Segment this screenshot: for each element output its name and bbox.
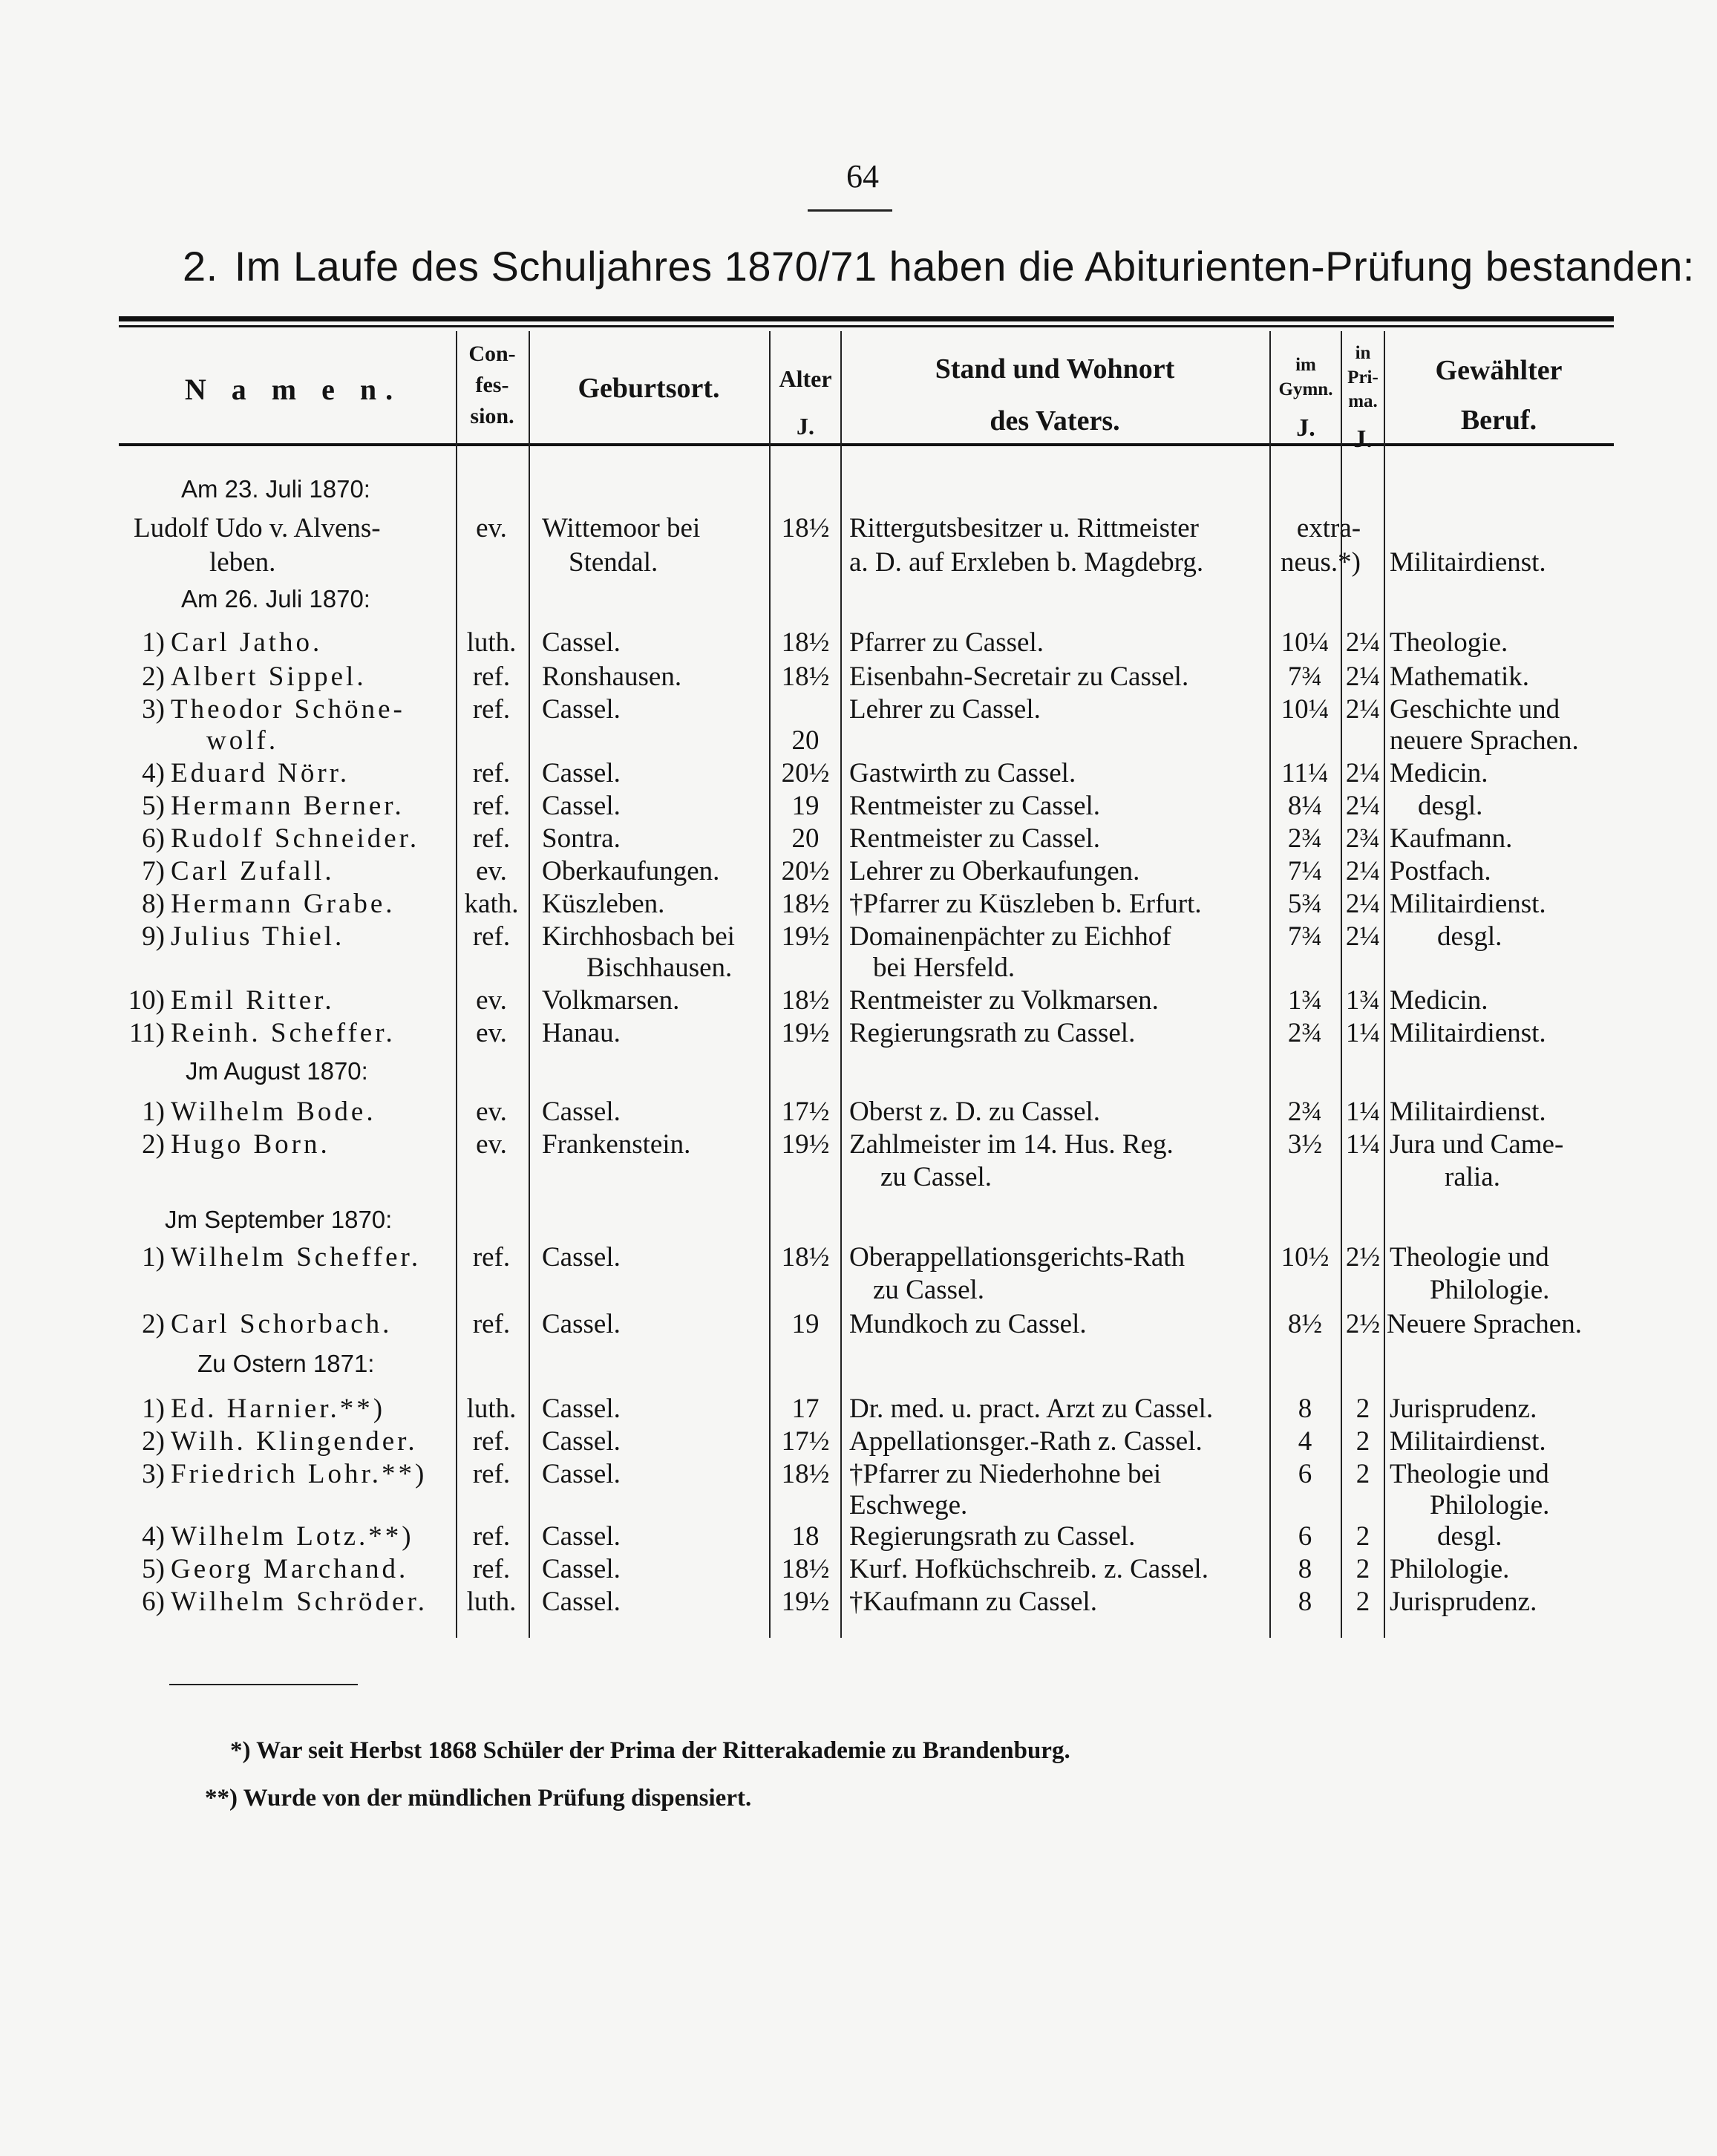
father-cell: Regierungsrath zu Cassel. (849, 1018, 1136, 1048)
confession-cell: ref. (472, 791, 511, 821)
father-cell: bei Hersfeld. (873, 953, 1016, 983)
row-number: 1) (142, 1242, 165, 1273)
profession-cell: Medicin. (1390, 985, 1488, 1016)
father-cell: Oberst z. D. zu Cassel. (849, 1097, 1101, 1127)
confession-cell: ref. (472, 1309, 511, 1339)
gym-cell: 10¼ (1281, 694, 1330, 725)
page-number: 64 (846, 158, 879, 195)
profession-cell: Philologie. (1430, 1275, 1550, 1305)
age-cell: 19½ (781, 921, 830, 952)
profession-cell: Theologie und (1390, 1242, 1549, 1273)
section-heading (183, 242, 1695, 290)
name-cell: wolf. (206, 725, 279, 756)
column-divider (529, 331, 530, 1638)
prima-cell: 2 (1355, 1587, 1370, 1617)
header-age-line: Alter (779, 365, 832, 392)
row-number: 9) (142, 921, 165, 952)
gym-cell: 8 (1298, 1394, 1312, 1424)
gym-cell: 7¼ (1287, 856, 1323, 886)
header-gym-line: J. (1296, 414, 1315, 442)
age-cell: 20½ (781, 758, 830, 788)
age-cell: 17 (791, 1394, 820, 1424)
column-divider (1384, 331, 1385, 1638)
gym-cell: 10½ (1281, 1242, 1330, 1273)
profession-cell: Theologie. (1390, 627, 1508, 658)
father-cell: †Kaufmann zu Cassel. (849, 1587, 1097, 1617)
profession-cell: Jura und Came- (1390, 1129, 1564, 1160)
gym-cell: 1¾ (1287, 985, 1323, 1016)
confession-cell: luth. (466, 1587, 517, 1617)
father-cell: Eisenbahn-Secretair zu Cassel. (849, 662, 1189, 692)
page-number-underline (808, 209, 892, 212)
name-cell: Ed. Harnier.**) (171, 1394, 386, 1424)
birthplace-cell: Cassel. (542, 1587, 621, 1617)
birthplace-cell: Cassel. (542, 1309, 621, 1339)
father-cell: Lehrer zu Cassel. (849, 694, 1041, 725)
gym-cell: 2¾ (1287, 1097, 1323, 1127)
father-cell: Pfarrer zu Cassel. (849, 627, 1044, 658)
birthplace-cell: Cassel. (542, 758, 621, 788)
footnote-1: *) War seit Herbst 1868 Schüler der Prima der Ritterakademie zu Brandenburg. (230, 1737, 1070, 1764)
father-cell: Oberappellationsgerichts-Rath (849, 1242, 1185, 1273)
father-cell: Rentmeister zu Volkmarsen. (849, 985, 1159, 1016)
header-prima-line: ma. (1348, 391, 1378, 411)
birthplace-cell: Wittemoor bei (542, 513, 701, 543)
birthplace-cell: Cassel. (542, 1242, 621, 1273)
group-date-label: Jm August 1870: (186, 1057, 368, 1085)
profession-cell: Militairdienst. (1390, 1426, 1546, 1457)
name-cell: Friedrich Lohr.**) (171, 1459, 428, 1489)
profession-cell: desgl. (1418, 791, 1483, 821)
age-cell: 19½ (781, 1018, 830, 1048)
header-confession (457, 339, 527, 432)
name-cell: leben. (209, 547, 276, 578)
header-prima-line: J. (1353, 425, 1373, 453)
birthplace-cell: Sontra. (542, 823, 621, 854)
row-number: 6) (142, 823, 165, 854)
prima-cell: 2¼ (1345, 889, 1381, 919)
prima-cell: 2 (1355, 1459, 1370, 1489)
age-cell: 19 (791, 791, 820, 821)
row-number: 11) (129, 1018, 165, 1048)
age-cell: 18½ (781, 1242, 830, 1273)
age-cell: 19 (791, 1309, 820, 1339)
profession-cell: Philologie. (1430, 1490, 1550, 1520)
birthplace-cell: Stendal. (569, 547, 658, 578)
header-prima-line: Pri- (1347, 367, 1378, 388)
row-number: 5) (142, 1554, 165, 1584)
confession-cell: ref. (472, 1459, 511, 1489)
group-date-label: Am 26. Juli 1870: (181, 585, 370, 612)
row-number: 1) (142, 1394, 165, 1424)
header-prima-line: in (1355, 343, 1371, 363)
header-profession-line: Beruf. (1460, 404, 1537, 436)
birthplace-cell: Cassel. (542, 627, 621, 658)
prima-cell: 1¼ (1345, 1097, 1381, 1127)
row-number: 7) (142, 856, 165, 886)
confession-cell: ref. (472, 1554, 511, 1584)
confession-cell: ref. (472, 758, 511, 788)
column-divider (840, 331, 842, 1638)
row-number: 8) (142, 889, 165, 919)
confession-cell: ev. (476, 513, 507, 543)
prima-cell: 1¼ (1345, 1129, 1381, 1160)
name-cell: Hermann Berner. (171, 791, 405, 821)
age-cell: 20½ (781, 856, 830, 886)
footnote-2: **) Wurde von der mündlichen Prüfung dispensiert. (205, 1785, 752, 1812)
section-heading-text: Im Laufe des Schuljahres 1870/71 haben die Abiturienten-Prüfung bestanden: (234, 243, 1695, 290)
prima-cell: 2 (1355, 1426, 1370, 1457)
birthplace-cell: Bischhausen. (586, 953, 733, 983)
confession-cell: ref. (472, 1242, 511, 1273)
profession-cell: desgl. (1437, 921, 1502, 952)
confession-cell: ev. (476, 1129, 507, 1160)
confession-cell: ref. (472, 662, 511, 692)
row-number: 2) (142, 1426, 165, 1457)
name-cell: Wilhelm Lotz.**) (171, 1521, 414, 1552)
father-cell: Rittergutsbesitzer u. Rittmeister (849, 513, 1199, 543)
confession-cell: ev. (476, 1018, 507, 1048)
age-cell: 20 (791, 823, 820, 854)
name-cell: Eduard Nörr. (171, 758, 350, 788)
prima-cell: 2¼ (1345, 758, 1381, 788)
header-father (842, 343, 1268, 448)
name-cell: Wilhelm Scheffer. (171, 1242, 422, 1273)
birthplace-cell: Cassel. (542, 1459, 621, 1489)
name-cell: Carl Schorbach. (171, 1309, 393, 1339)
confession-cell: ev. (476, 1097, 507, 1127)
confession-cell: ev. (476, 856, 507, 886)
prima-cell: 2¾ (1345, 823, 1381, 854)
name-cell: Julius Thiel. (171, 921, 345, 952)
row-number: 6) (142, 1587, 165, 1617)
confession-cell: ref. (472, 921, 511, 952)
confession-cell: ref. (472, 1426, 511, 1457)
name-cell: Hugo Born. (171, 1129, 330, 1160)
gym-cell: 2¾ (1287, 823, 1323, 854)
father-cell: a. D. auf Erxleben b. Magdebrg. (849, 547, 1204, 578)
row-number: 4) (142, 1521, 165, 1552)
confession-cell: ref. (472, 694, 511, 725)
name-cell: Albert Sippel. (171, 662, 367, 692)
profession-cell: Jurisprudenz. (1390, 1587, 1537, 1617)
name-cell: Emil Ritter. (171, 985, 335, 1016)
father-cell: Rentmeister zu Cassel. (849, 791, 1101, 821)
prima-cell: 2¼ (1345, 791, 1381, 821)
prima-cell: 2¼ (1345, 627, 1381, 658)
confession-cell: luth. (466, 1394, 517, 1424)
header-father-line: des Vaters. (990, 405, 1120, 437)
gym-cell: 7¾ (1287, 662, 1323, 692)
age-cell: 19½ (781, 1587, 830, 1617)
group-date-label: Jm September 1870: (165, 1206, 393, 1233)
profession-cell: Militairdienst. (1390, 1097, 1546, 1127)
row-number: 4) (142, 758, 165, 788)
gym-cell: 2¾ (1287, 1018, 1323, 1048)
section-number: 2. (183, 243, 218, 290)
profession-cell: Postfach. (1390, 856, 1491, 886)
age-cell: 18½ (781, 1554, 830, 1584)
profession-cell: Geschichte und (1390, 694, 1560, 725)
name-cell: Carl Zufall. (171, 856, 335, 886)
row-number: 5) (142, 791, 165, 821)
header-profession-line: Gewählter (1435, 355, 1563, 386)
profession-cell: ralia. (1445, 1162, 1500, 1192)
gym-cell: 3½ (1287, 1129, 1323, 1160)
confession-cell: ev. (476, 985, 507, 1016)
birthplace-cell: Kirchhosbach bei (542, 921, 735, 952)
prima-cell: 2¼ (1345, 856, 1381, 886)
table-top-rule-thin (119, 325, 1614, 327)
gym-cell: 7¾ (1287, 921, 1323, 952)
father-cell: †Pfarrer zu Küszleben b. Erfurt. (849, 889, 1202, 919)
row-number: 1) (142, 1097, 165, 1127)
name-cell: Georg Marchand. (171, 1554, 409, 1584)
age-cell: 18½ (781, 889, 830, 919)
profession-cell: Medicin. (1390, 758, 1488, 788)
prima-cell: 2 (1355, 1394, 1370, 1424)
birthplace-cell: Cassel. (542, 1554, 621, 1584)
name-cell: Wilhelm Bode. (171, 1097, 376, 1127)
gym-cell: 4 (1298, 1426, 1312, 1457)
header-prima (1342, 342, 1384, 456)
father-cell: Kurf. Hofküchschreib. z. Cassel. (849, 1554, 1209, 1584)
prima-cell: 2½ (1345, 1309, 1381, 1339)
group-date-label: Am 23. Juli 1870: (181, 475, 370, 503)
gym-cell: 6 (1298, 1459, 1312, 1489)
gym-cell: 6 (1298, 1521, 1312, 1552)
header-confession-line: fes- (475, 373, 509, 397)
father-cell: Domainenpächter zu Eichhof (849, 921, 1171, 952)
birthplace-cell: Ronshausen. (542, 662, 682, 692)
profession-cell: neuere Sprachen. (1390, 725, 1579, 756)
row-number: 3) (142, 1459, 165, 1489)
header-confession-line: sion. (470, 404, 514, 428)
profession-cell: Theologie und (1390, 1459, 1549, 1489)
confession-cell: kath. (464, 889, 519, 919)
birthplace-cell: Oberkaufungen. (542, 856, 720, 886)
birthplace-cell: Cassel. (542, 1394, 621, 1424)
gym-cell: neus.*) (1281, 547, 1361, 578)
birthplace-cell: Cassel. (542, 1426, 621, 1457)
age-cell: 17½ (781, 1097, 830, 1127)
gym-cell: 8½ (1287, 1309, 1323, 1339)
row-number: 10) (128, 985, 165, 1016)
name-cell: Wilh. Klingender. (171, 1426, 418, 1457)
gym-cell: extra- (1296, 513, 1361, 543)
footnote-rule (169, 1684, 358, 1685)
name-cell: Carl Jatho. (171, 627, 323, 658)
father-cell: Appellationsger.-Rath z. Cassel. (849, 1426, 1203, 1457)
birthplace-cell: Hanau. (542, 1018, 621, 1048)
header-age-line: J. (797, 413, 814, 440)
profession-cell: Mathematik. (1390, 662, 1530, 692)
prima-cell: 2½ (1345, 1242, 1381, 1273)
gym-cell: 5¾ (1287, 889, 1323, 919)
birthplace-cell: Cassel. (542, 1521, 621, 1552)
birthplace-cell: Cassel. (542, 694, 621, 725)
confession-cell: ref. (472, 1521, 511, 1552)
gym-cell: 11¼ (1281, 758, 1329, 788)
birthplace-cell: Cassel. (542, 791, 621, 821)
gym-cell: 8 (1298, 1554, 1312, 1584)
header-profession (1385, 346, 1612, 445)
father-cell: Lehrer zu Oberkaufungen. (849, 856, 1140, 886)
header-gym-line: Gymn. (1278, 379, 1333, 399)
header-gym (1271, 353, 1341, 445)
prima-cell: 1¼ (1345, 1018, 1381, 1048)
prima-cell: 2 (1355, 1554, 1370, 1584)
row-number: 3) (142, 694, 165, 725)
name-cell: Reinh. Scheffer. (171, 1018, 396, 1048)
prima-cell: 2¼ (1345, 921, 1381, 952)
confession-cell: luth. (466, 627, 517, 658)
gym-cell: 8¼ (1287, 791, 1323, 821)
age-cell: 18½ (781, 1459, 830, 1489)
father-cell: Eschwege. (849, 1490, 968, 1520)
row-number: 2) (142, 1129, 165, 1160)
profession-cell: Militairdienst. (1390, 889, 1546, 919)
prima-cell: 2 (1355, 1521, 1370, 1552)
birthplace-cell: Küszleben. (542, 889, 665, 919)
father-cell: Gastwirth zu Cassel. (849, 758, 1076, 788)
father-cell: zu Cassel. (873, 1275, 985, 1305)
gym-cell: 8 (1298, 1587, 1312, 1617)
age-cell: 18½ (781, 627, 830, 658)
profession-cell: Militairdienst. (1390, 1018, 1546, 1048)
age-cell: 18½ (781, 513, 830, 543)
table-top-rule-thick (119, 316, 1614, 321)
birthplace-cell: Cassel. (542, 1097, 621, 1127)
father-cell: Dr. med. u. pract. Arzt zu Cassel. (849, 1394, 1214, 1424)
header-gym-line: im (1295, 355, 1316, 375)
header-confession-line: Con- (468, 342, 516, 366)
group-date-label: Zu Ostern 1871: (197, 1350, 375, 1377)
name-cell: Theodor Schöne- (171, 694, 405, 725)
row-number: 2) (142, 1309, 165, 1339)
row-number: 2) (142, 662, 165, 692)
profession-cell: Kaufmann. (1390, 823, 1513, 854)
name-cell: Ludolf Udo v. Alvens- (134, 513, 381, 543)
prima-cell: 2¼ (1345, 662, 1381, 692)
prima-cell: 1¾ (1345, 985, 1381, 1016)
header-father-line: Stand und Wohnort (935, 353, 1175, 385)
father-cell: Zahlmeister im 14. Hus. Reg. (849, 1129, 1174, 1160)
profession-cell: desgl. (1437, 1521, 1502, 1552)
name-cell: Rudolf Schneider. (171, 823, 420, 854)
confession-cell: ref. (472, 823, 511, 854)
profession-cell: Philologie. (1390, 1554, 1510, 1584)
birthplace-cell: Frankenstein. (542, 1129, 691, 1160)
age-cell: 20 (791, 725, 820, 756)
prima-cell: 2¼ (1345, 694, 1381, 725)
father-cell: zu Cassel. (880, 1162, 992, 1192)
father-cell: †Pfarrer zu Niederhohne bei (849, 1459, 1162, 1489)
name-cell: Wilhelm Schröder. (171, 1587, 428, 1617)
birthplace-cell: Volkmarsen. (542, 985, 680, 1016)
age-cell: 18 (791, 1521, 820, 1552)
row-number: 1) (142, 627, 165, 658)
father-cell: Mundkoch zu Cassel. (849, 1309, 1087, 1339)
profession-cell: Militairdienst. (1390, 547, 1546, 578)
age-cell: 17½ (781, 1426, 830, 1457)
header-birthplace: Geburtsort. (578, 373, 720, 404)
name-cell: Hermann Grabe. (171, 889, 396, 919)
age-cell: 19½ (781, 1129, 830, 1160)
father-cell: Regierungsrath zu Cassel. (849, 1521, 1136, 1552)
gym-cell: 10¼ (1281, 627, 1330, 658)
profession-cell: Neuere Sprachen. (1387, 1309, 1582, 1339)
header-age (771, 355, 840, 450)
header-name: N a m e n. (184, 373, 402, 406)
age-cell: 18½ (781, 985, 830, 1016)
column-divider (769, 331, 771, 1638)
age-cell: 18½ (781, 662, 830, 692)
father-cell: Rentmeister zu Cassel. (849, 823, 1101, 854)
profession-cell: Jurisprudenz. (1390, 1394, 1537, 1424)
